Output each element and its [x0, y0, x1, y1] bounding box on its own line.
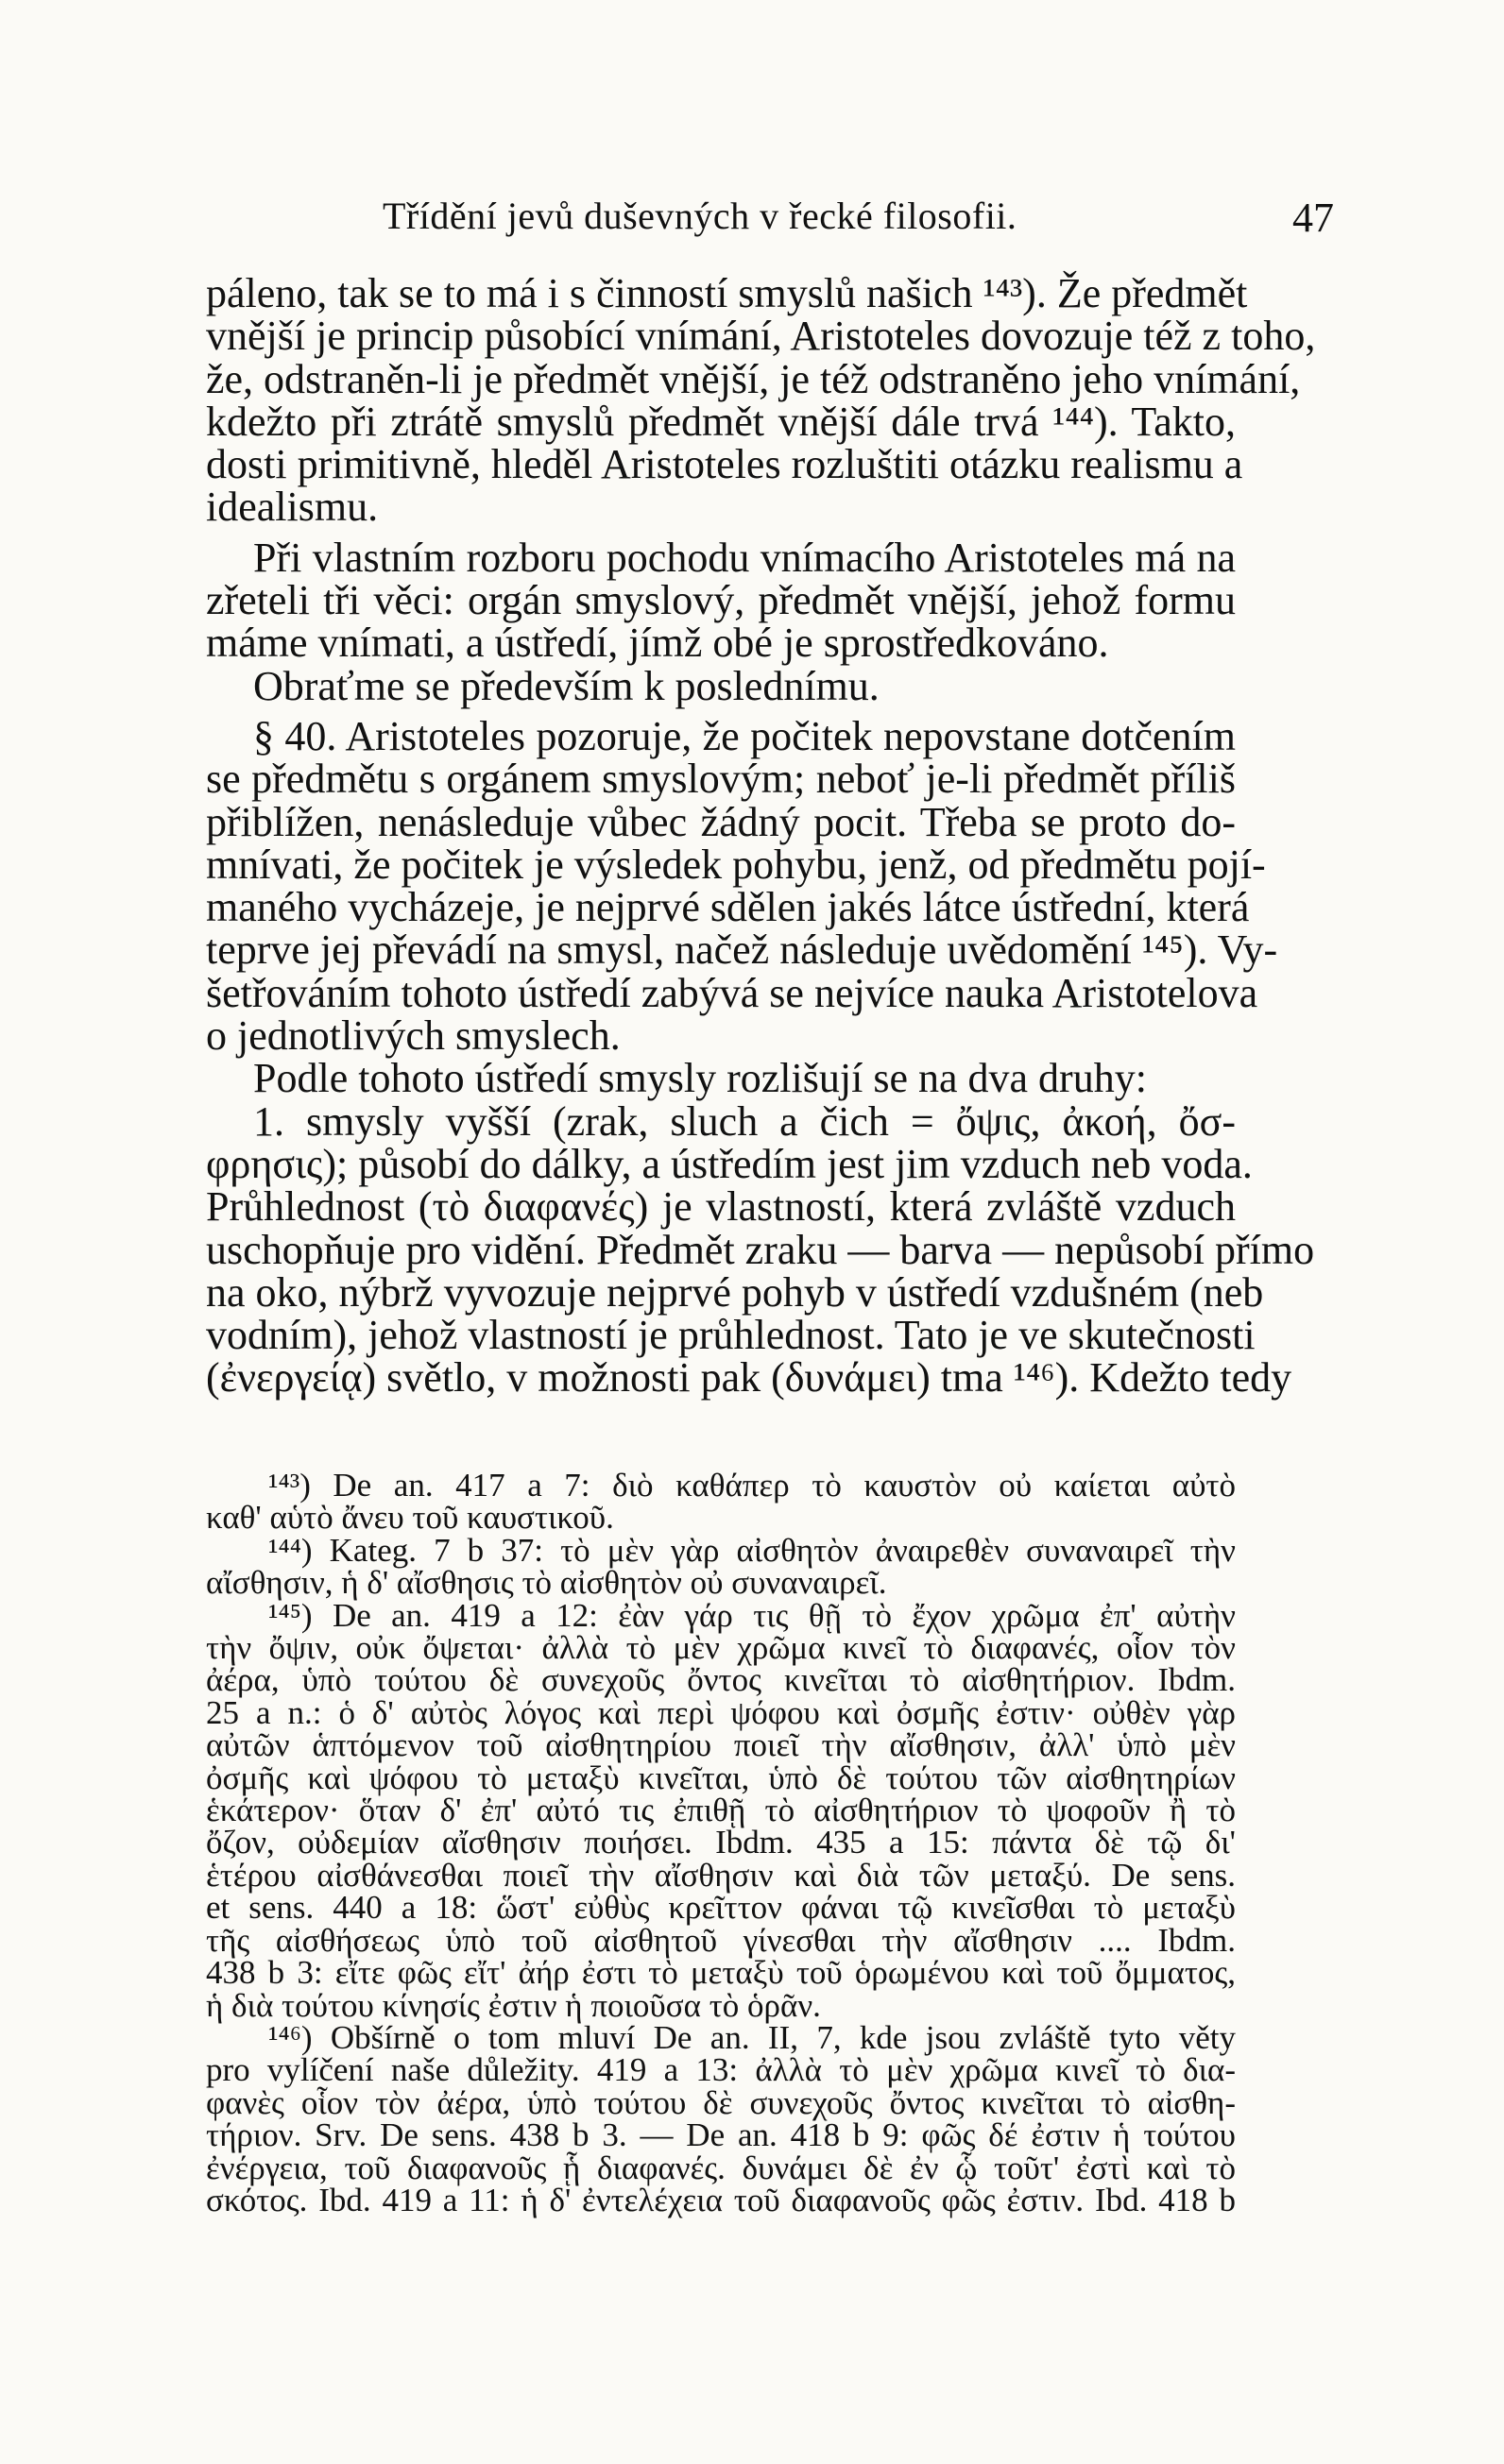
text-line: mnívati, že počitek je výsledek pohybu, jenž, od předmětu pojí-: [206, 841, 1266, 888]
footnote-line: ἑτέρου αἰσθάνεσθαι ποιεῖ τὴν αἴσθησιν καὶ διὰ τῶν μεταξύ. De sens.: [206, 1856, 1236, 1894]
text-line: vodním), jehož vlastností je průhlednost. Tato je ve skutečnosti: [206, 1312, 1256, 1359]
footnotes: [206, 1467, 1236, 2218]
text-line: Průhlednost (τὸ διαφανές) je vlastností, která zvláště vzduch: [206, 1183, 1236, 1231]
footnote-line: ¹⁴³) De an. 417 a 7: διὸ καθάπερ τὸ καυστὸν οὐ καίεται αὐτὸ: [268, 1467, 1236, 1504]
text-line: dosti primitivně, hleděl Aristoteles rozluštiti otázku realismu a: [206, 441, 1243, 488]
footnote-line: τὴν ὄψιν, οὐκ ὄψεται· ἀλλὰ τὸ μὲν χρῶμα κινεῖ τὸ διαφανές, οἷον τὸν: [206, 1629, 1236, 1667]
footnote-line: ἑκάτερον· ὅταν δ' ἐπ' αὐτό τις ἐπιθῇ τὸ αἰσθητήριον τὸ ψοφοῦν ἢ τὸ: [206, 1792, 1236, 1829]
footnote-line: 438 b 3: εἴτε φῶς εἴτ' ἀήρ ἐστι τὸ μεταξὺ τοῦ ὁρωμένου καὶ τοῦ ὄμματος,: [206, 1954, 1236, 1992]
text-line: páleno, tak se to má i s činností smyslů našich ¹⁴³). Že předmět: [206, 270, 1248, 316]
text-line: se předmětu s orgánem smyslovým; neboť je-li předmět příliš: [206, 756, 1236, 803]
footnote-line: τῆς αἰσθήσεως ὑπὸ τοῦ αἰσθητοῦ γίνεσθαι τὴν αἴσθησιν .... Ibdm.: [206, 1921, 1236, 1959]
footnote-line: ἐνέργεια, τοῦ διαφανοῦς ᾗ διαφανές. δυνάμει δὲ ἐν ᾧ τοῦτ' ἐστὶ καὶ τὸ: [206, 2149, 1236, 2186]
footnote-line: ¹⁴⁶) Obšírně o tom mluví De an. II, 7, kde jsou zvláště tyto věty: [268, 2018, 1236, 2056]
footnote-line: αἴσθησιν, ἡ δ' αἴσθησις τὸ αἰσθητὸν οὐ συναναιρεῖ.: [206, 1564, 887, 1602]
footnote-line: αὐτῶν ἁπτόμενον τοῦ αἰσθητηρίου ποιεῖ τὴν αἴσθησιν, ἀλλ' ὑπὸ μὲν: [206, 1726, 1236, 1764]
footnote-line: ὀσμῆς καὶ ψόφου τὸ μεταξὺ κινεῖται, ὑπὸ δὲ τούτου τῶν αἰσθητηρίων: [206, 1759, 1236, 1796]
text-line: šetřováním tohoto ústředí zabývá se nejvíce nauka Aristotelova: [206, 969, 1258, 1016]
text-line: teprve jej převádí na smysl, načež následuje uvědomění ¹⁴⁵). Vy-: [206, 926, 1278, 974]
text-line: o jednotlivých smyslech.: [206, 1012, 621, 1060]
text-line: přiblížen, nenásleduje vůbec žádný pocit. Třeba se proto do-: [206, 798, 1236, 845]
text-line: Při vlastním rozboru pochodu vnímacího Aristoteles má na: [253, 534, 1236, 581]
text-line: 1. smysly vyšší (zrak, sluch a čich = ὄψις, ἀκοή, ὄσ-: [253, 1097, 1236, 1145]
text-line: idealismu.: [206, 484, 379, 531]
text-line: máme vnímati, a ústředí, jímž obé je sprostředkováno.: [206, 620, 1109, 667]
text-line: zřeteli tři věci: orgán smyslový, předmět vnější, jehož formu: [206, 577, 1236, 624]
text-line: maného vycházeje, je nejprvé sdělen jakés látce ústřední, která: [206, 884, 1250, 931]
footnote-line: ἀέρα, ὑπὸ τούτου δὲ συνεχοῦς ὄντος κινεῖται τὸ αἰσθητήριον. Ibdm.: [206, 1661, 1236, 1699]
footnote-line: καθ' αὑτὸ ἄνευ τοῦ καυστικοῦ.: [206, 1499, 614, 1537]
footnote-line: τήριον. Srv. De sens. 438 b 3. — De an. 418 b 9: φῶς δέ ἐστιν ἡ τούτου: [206, 2116, 1236, 2154]
text-line: na oko, nýbrž vyvozuje nejprvé pohyb v ústředí vzdušném (neb: [206, 1268, 1264, 1316]
text-line: vnější je princip působící vnímání, Aristoteles dovozuje též z toho,: [206, 313, 1316, 360]
footnote-line: ἡ διὰ τούτου κίνησίς ἐστιν ἡ ποιοῦσα τὸ ὁρᾶν.: [206, 1986, 821, 2024]
text-line: (ἐνεργείᾳ) světlo, v možnosti pak (δυνάμει) tma ¹⁴⁶). Kdežto tedy: [206, 1354, 1292, 1402]
footnote-line: 25 a n.: ὁ δ' αὐτὸς λόγος καὶ περὶ ψόφου καὶ ὀσμῆς ἐστιν· οὐθὲν γὰρ: [206, 1693, 1236, 1731]
footnote-line: et sens. 440 a 18: ὥστ' εὐθὺς κρεῖττον φάναι τῷ κινεῖσθαι τὸ μεταξὺ: [206, 1889, 1236, 1927]
main-text: [206, 270, 1316, 1402]
text-line: Obraťme se především k poslednímu.: [253, 662, 880, 709]
text-line: φρησις); působí do dálky, a ústředím jest jim vzduch neb voda.: [206, 1140, 1253, 1187]
text-line: kdežto při ztrátě smyslů předmět vnější dále trvá ¹⁴⁴). Takto,: [206, 398, 1236, 445]
running-title: Třídění jevů duševných v řecké filosofii.: [383, 195, 1017, 237]
text-line: uschopňuje pro vidění. Předmět zraku — barva — nepůsobí přímo: [206, 1226, 1315, 1273]
footnote-line: ¹⁴⁴) Kateg. 7 b 37: τὸ μὲν γὰρ αἰσθητὸν ἀναιρεθὲν συναναιρεῖ τὴν: [268, 1531, 1236, 1569]
text-line: Podle tohoto ústředí smysly rozlišují se na dva druhy:: [253, 1055, 1147, 1102]
page-header: [208, 194, 1334, 250]
page-number: 47: [1292, 195, 1334, 241]
footnote-line: σκότος. Ibd. 419 a 11: ἡ δ' ἐντελέχεια τοῦ διαφανοῦς φῶς ἐστιν. Ibd. 418 b: [206, 2181, 1236, 2218]
footnote-line: φανὲς οἷον τὸν ἀέρα, ὑπὸ τούτου δὲ συνεχοῦς ὄντος κινεῖται τὸ αἰσθη-: [206, 2083, 1236, 2121]
text-line: že, odstraněn-li je předmět vnější, je též odstraněno jeho vnímání,: [206, 355, 1301, 402]
footnote-line: ¹⁴⁵) De an. 419 a 12: ἐὰν γάρ τις θῇ τὸ ἔχον χρῶμα ἐπ' αὐτὴν: [268, 1596, 1236, 1634]
footnote-line: ὄζον, οὐδεμίαν αἴσθησιν ποιήσει. Ibdm. 435 a 15: πάντα δὲ τῷ δι': [206, 1824, 1236, 1861]
section-heading-line: § 40. Aristoteles pozoruje, že počitek nepovstane dotčením: [253, 712, 1236, 759]
footnote-line: pro vylíčení naše důležity. 419 a 13: ἀλλὰ τὸ μὲν χρῶμα κινεῖ τὸ δια-: [206, 2051, 1236, 2089]
